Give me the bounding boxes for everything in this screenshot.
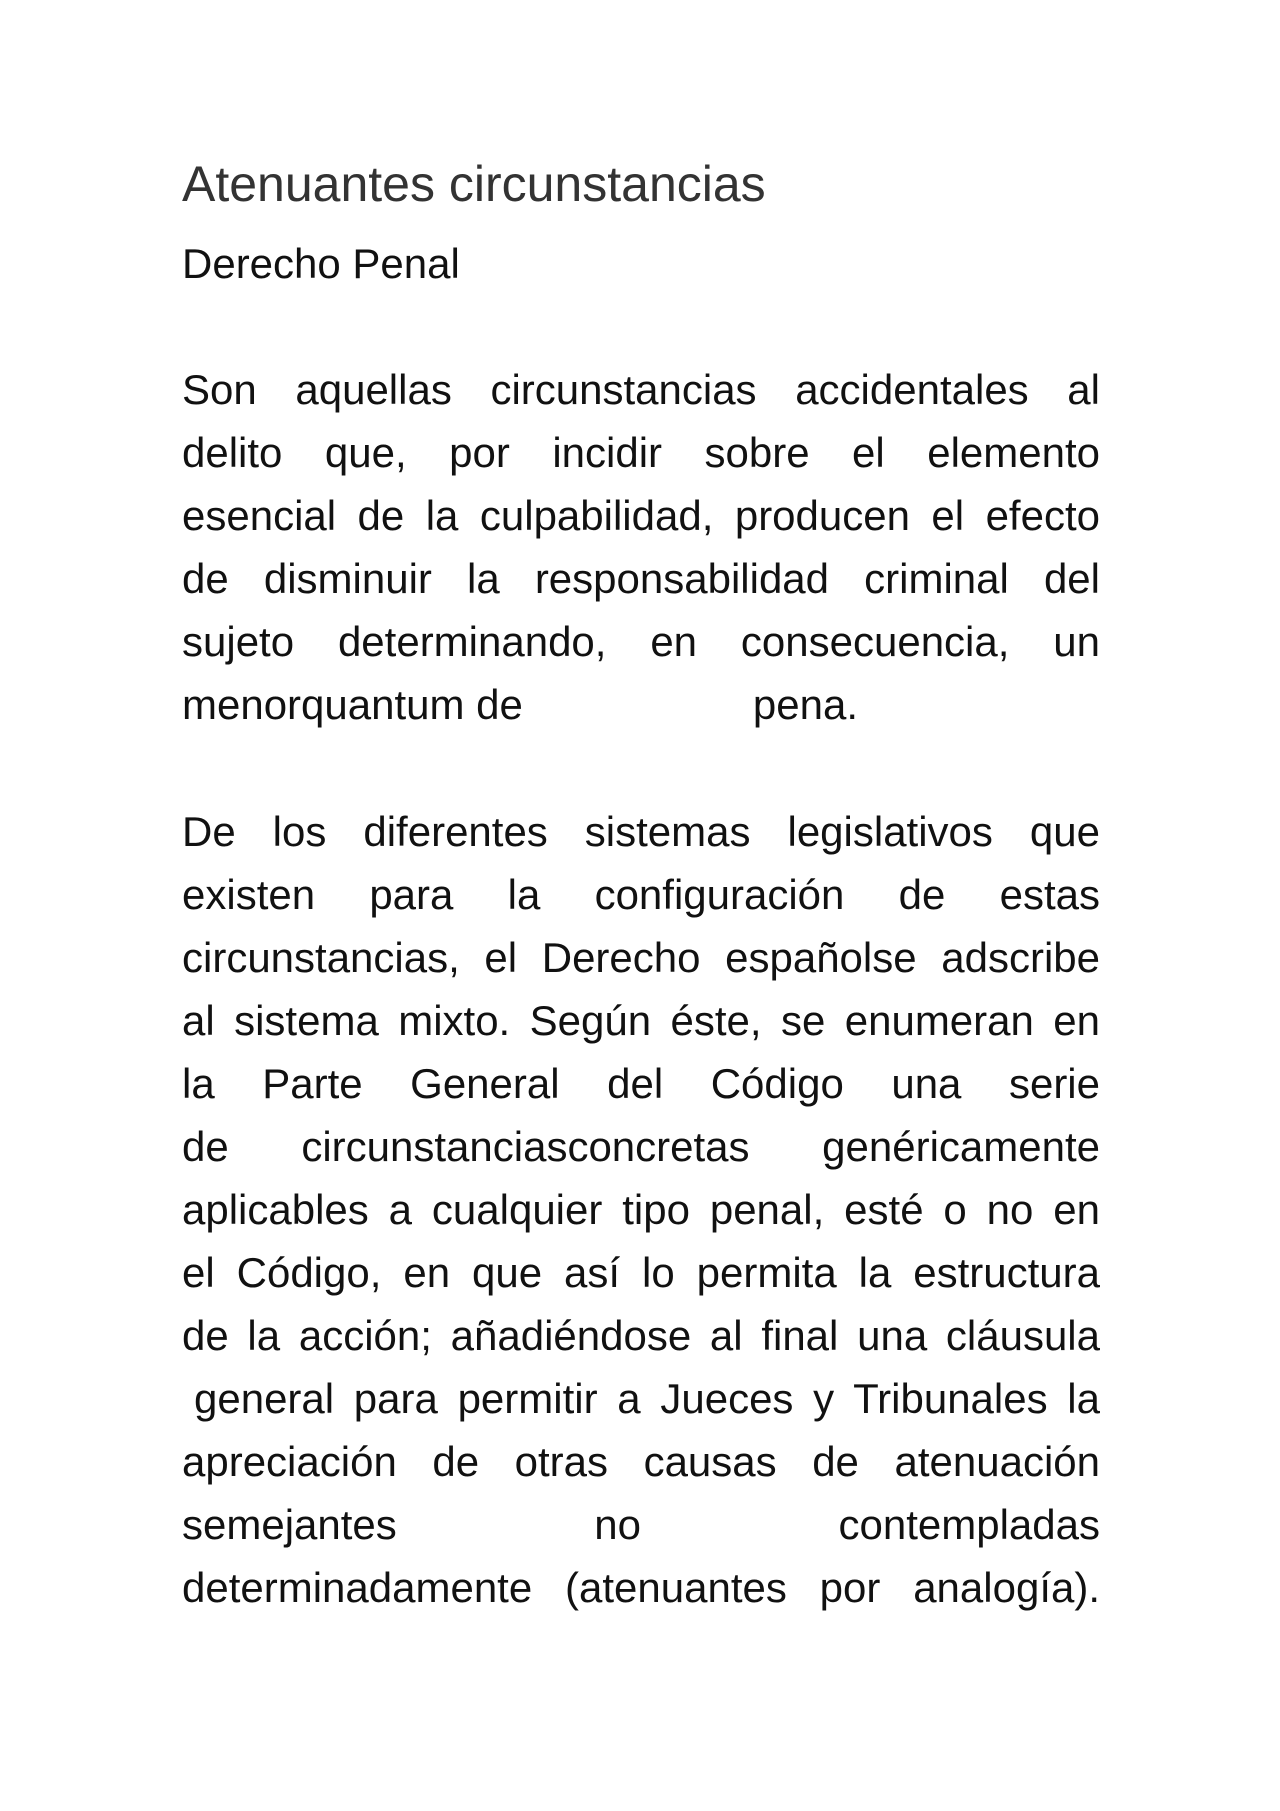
page-subtitle: Derecho Penal	[182, 240, 460, 287]
paragraph-2-line: de la acción; añadiéndose al final una cláusula	[182, 1312, 1100, 1359]
paragraph-1-last-line-end: pena.	[752, 681, 858, 728]
paragraph-2-line: determinadamente (atenuantes por analogía).	[182, 1564, 1100, 1611]
paragraph-2-line: semejantes no contempladas	[182, 1501, 1100, 1548]
paragraph-2-line: aplicables a cualquier tipo penal, esté o no en	[182, 1186, 1100, 1233]
paragraph-1-line: de disminuir la responsabilidad criminal del	[182, 555, 1100, 602]
page-title: Atenuantes circunstancias	[182, 156, 766, 212]
paragraph-2-line: al sistema mixto. Según éste, se enumeran en	[182, 997, 1100, 1044]
paragraph-2-line: De los diferentes sistemas legislativos que	[182, 808, 1100, 855]
paragraph-1	[182, 358, 1100, 736]
paragraph-1-line: sujeto determinando, en consecuencia, un	[182, 618, 1100, 665]
paragraph-2	[182, 800, 1100, 1619]
paragraph-2-line: de circunstanciasconcretas genéricamente	[182, 1123, 1100, 1170]
paragraph-1-line: Son aquellas circunstancias accidentales al	[182, 366, 1100, 413]
paragraph-2-line: circunstancias, el Derecho españolse adscribe	[182, 934, 1100, 981]
paragraph-1-line: delito que, por incidir sobre el elemento	[182, 429, 1100, 476]
paragraph-2-line: general para permitir a Jueces y Tribunales la	[194, 1375, 1100, 1422]
paragraph-1-last-line	[182, 673, 1100, 736]
paragraph-2-line: la Parte General del Código una serie	[182, 1060, 1100, 1107]
paragraph-2-line: el Código, en que así lo permita la estructura	[182, 1249, 1100, 1296]
paragraph-2-line: existen para la configuración de estas	[182, 871, 1100, 918]
paragraph-1-last-line-start: menorquantum de	[182, 681, 523, 728]
paragraph-2-line: apreciación de otras causas de atenuación	[182, 1438, 1100, 1485]
paragraph-1-line: esencial de la culpabilidad, producen el efecto	[182, 492, 1100, 539]
